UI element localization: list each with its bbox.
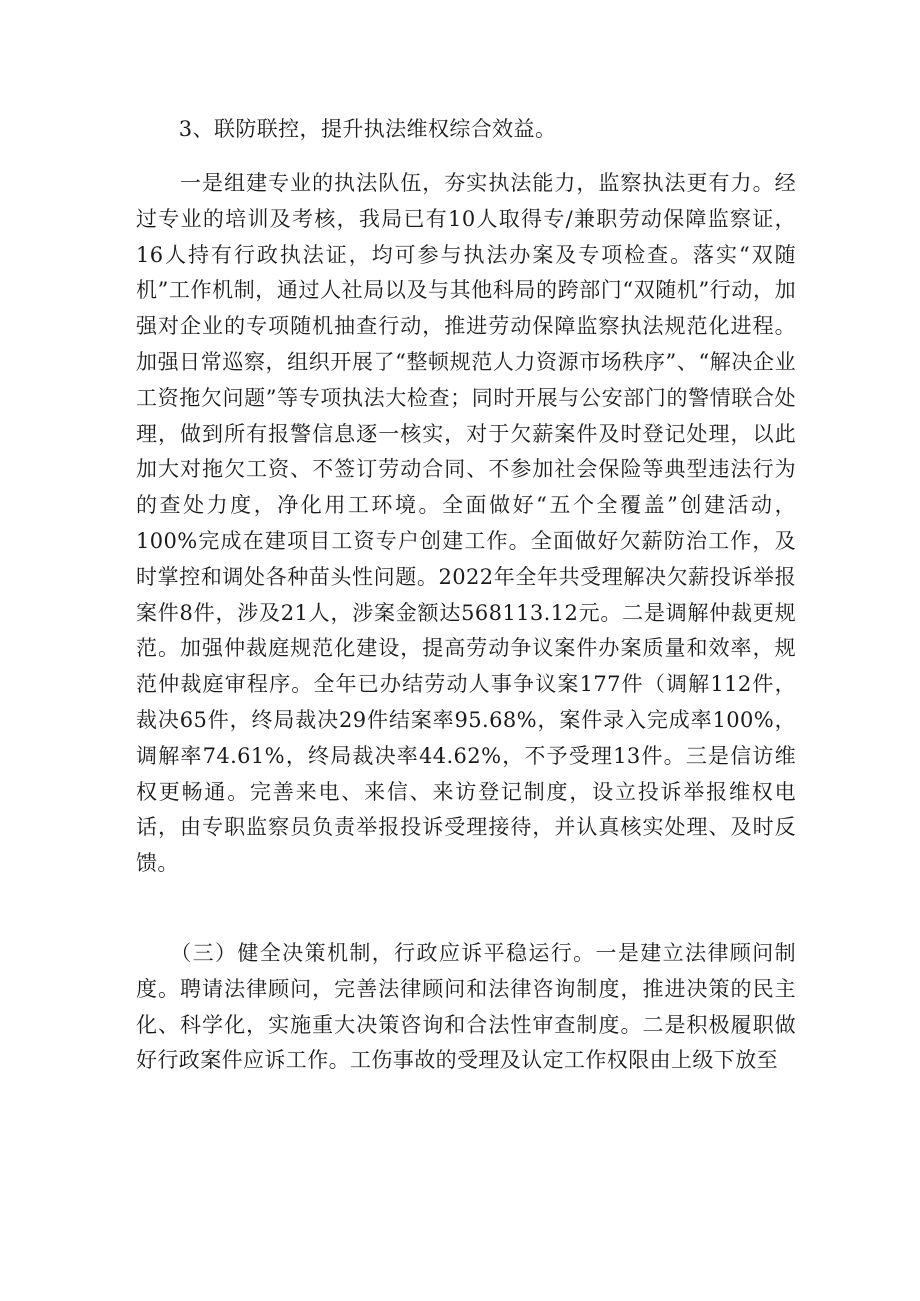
- body-paragraph: 一是组建专业的执法队伍，夯实执法能力，监察执法更有力。经过专业的培训及考核，我局已有10人取得专/兼职劳动保障监察证，16人持有行政执法证，均可参与执法办案及专项检查。落实“双随机”工作机制，通过人社局以及与其他科局的跨部门“双随机”行动，加强对企业的专项随机抽查行动，推进劳动保障监察执法规范化进程。加强日常巡察，组织开展了“整顿规范人力资源市场秩序”、“解决企业工资拖欠问题”等专项执法大检查；同时开展与公安部门的警情联合处理，做到所有报警信息逐一核实，对于欠薪案件及时登记处理，以此加大对拖欠工资、不签订劳动合同、不参加社会保险等典型违法行为的查处力度，净化用工环境。全面做好“五个全覆盖”创建活动，100%完成在建项目工资专户创建工作。全面做好欠薪防治工作，及时掌控和调处各种苗头性问题。2022年全年共受理解决欠薪投诉举报案件8件，涉及21人，涉案金额达568113.12元。二是调解仲裁更规范。加强仲裁庭规范化建设，提高劳动争议案件办案质量和效率，规范仲裁庭审程序。全年已办结劳动人事争议案177件（调解112件，裁决65件，终局裁决29件结案率95.68%，案件录入完成率100%，调解率74.61%，终局裁决率44.62%，不予受理13件。三是信访维权更畅通。完善来电、来信、来访登记制度，设立投诉举报维权电话，由专职监察员负责举报投诉受理接待，并认真核实处理、及时反馈。: [136, 171, 796, 876]
- body-paragraph: （三）健全决策机制，行政应诉平稳运行。一是建立法律顾问制度。聘请法律顾问，完善法律顾问和法律咨询制度，推进决策的民主化、科学化，实施重大决策咨询和合法性审查制度。二是积极履职做好行政案件应诉工作。工伤事故的受理及认定工作权限由上级下放至: [136, 941, 796, 1073]
- section-heading: 3、联防联控，提升执法维权综合效益。: [136, 117, 557, 141]
